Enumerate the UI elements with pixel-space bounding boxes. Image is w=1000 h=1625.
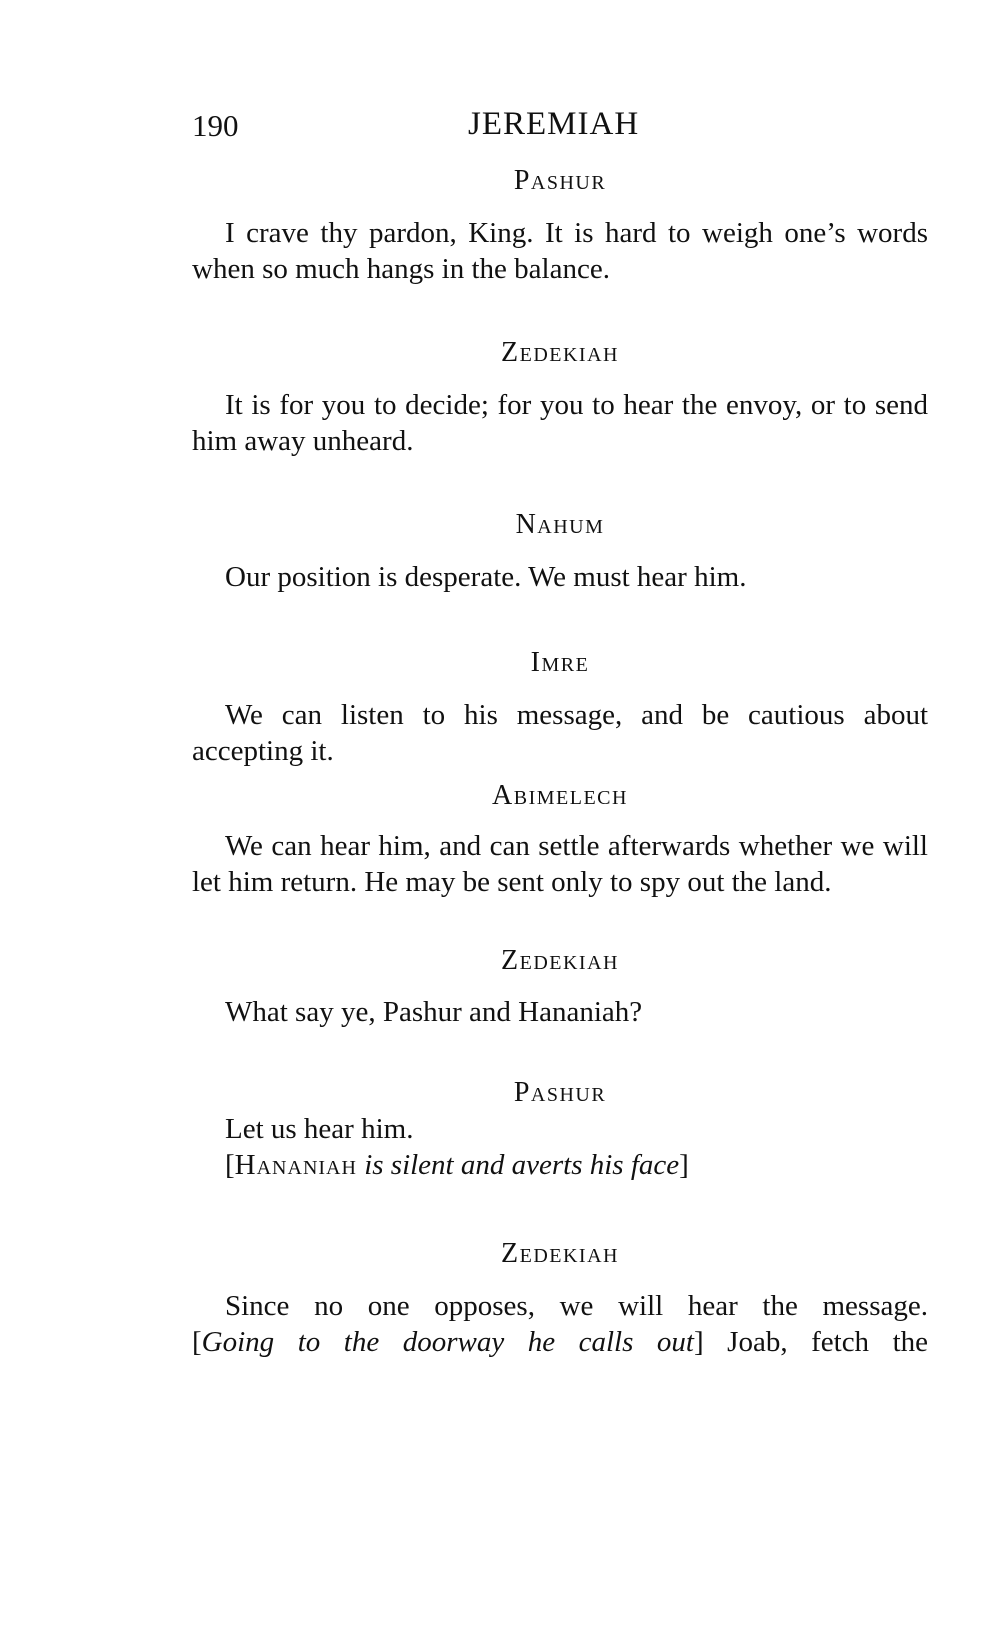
direction-text: is silent and averts his face [356, 1149, 680, 1181]
speech-text: We can listen to his message, and be cautious about accepting it. [192, 699, 928, 767]
speech-line [192, 1324, 928, 1360]
stage-direction [225, 1147, 689, 1183]
speech-text: What say ye, Pashur and Hananiah? [225, 996, 643, 1028]
speech-text: We can hear him, and can settle afterwards whether we will let him return. He may be sent only to spy out the land. [192, 830, 928, 898]
character-name: Hananiah [234, 1149, 357, 1181]
direction-text: Going to the doorway he calls out [201, 1326, 694, 1358]
speech-text: Let us hear him. [225, 1113, 414, 1145]
speech-text: It is for you to decide; for you to hear the envoy, or to send him away unheard. [192, 389, 928, 457]
page-number: 190 [192, 108, 239, 143]
speaker-name: Pashur [513, 165, 607, 196]
bracket-open: [ [192, 1326, 202, 1358]
speech-text [192, 1288, 928, 1360]
speaker-name: Abimelech [492, 780, 628, 811]
speaker-name: Nahum [515, 509, 605, 540]
speech-continuation: Joab, fetch the [703, 1326, 929, 1358]
bracket-open: [ [225, 1149, 235, 1181]
running-head: JEREMIAH [468, 106, 640, 142]
speaker-name: Imre [530, 647, 590, 678]
bracket-close: ] [679, 1149, 689, 1181]
speaker-name: Pashur [513, 1077, 607, 1108]
speaker-name: Zedekiah [501, 1238, 619, 1269]
speech-text: Our position is desperate. We must hear him. [225, 561, 747, 593]
bracket-close: ] [693, 1326, 704, 1358]
speaker-name: Zedekiah [501, 337, 619, 368]
speech-text: I crave thy pardon, King. It is hard to weigh one’s words when so much hangs in the balance. [192, 217, 928, 285]
speaker-name: Zedekiah [501, 945, 619, 976]
speech-line: Since no one opposes, we will hear the message. [225, 1290, 928, 1322]
